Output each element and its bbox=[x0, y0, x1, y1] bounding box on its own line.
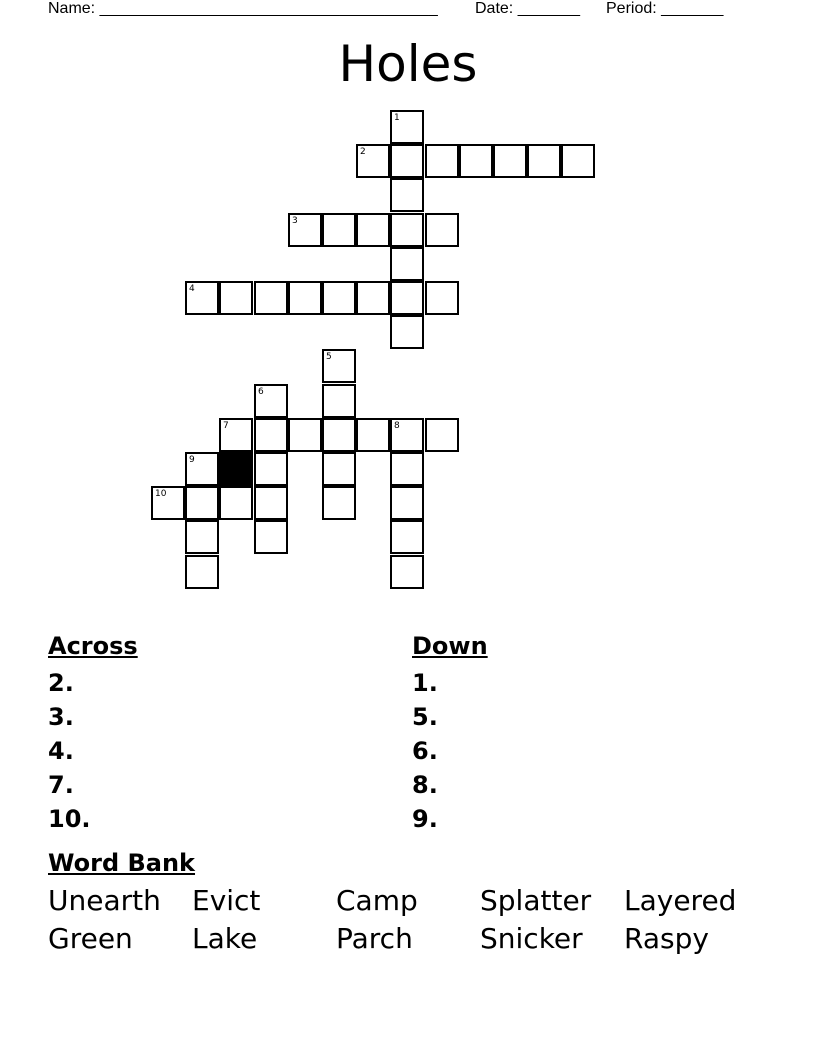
across-clue: 2. bbox=[48, 669, 74, 697]
clue-number: 8 bbox=[394, 421, 400, 431]
crossword-cell[interactable] bbox=[390, 213, 424, 247]
word-bank-item: Camp bbox=[336, 884, 418, 917]
across-clue: 10. bbox=[48, 805, 91, 833]
word-bank-item: Evict bbox=[192, 884, 261, 917]
clue-number: 7 bbox=[223, 421, 229, 431]
crossword-cell[interactable] bbox=[390, 247, 424, 281]
clue-number: 4 bbox=[189, 284, 195, 294]
crossword-cell[interactable] bbox=[390, 418, 424, 452]
crossword-cell[interactable] bbox=[322, 418, 356, 452]
crossword-cell[interactable] bbox=[219, 418, 253, 452]
clue-number: 3 bbox=[292, 216, 298, 226]
crossword-cell[interactable] bbox=[356, 281, 390, 315]
crossword-cell[interactable] bbox=[390, 486, 424, 520]
crossword-cell[interactable] bbox=[390, 452, 424, 486]
crossword-cell[interactable] bbox=[390, 178, 424, 212]
crossword-cell[interactable] bbox=[322, 452, 356, 486]
crossword-cell[interactable] bbox=[561, 144, 595, 178]
crossword-cell[interactable] bbox=[322, 281, 356, 315]
crossword-cell[interactable] bbox=[254, 418, 288, 452]
crossword-cell[interactable] bbox=[425, 418, 459, 452]
crossword-cell[interactable] bbox=[425, 281, 459, 315]
clue-number: 10 bbox=[155, 489, 167, 499]
crossword-cell[interactable] bbox=[185, 486, 219, 520]
crossword-cell[interactable] bbox=[254, 486, 288, 520]
crossword-cell[interactable] bbox=[185, 555, 219, 589]
crossword-cell[interactable] bbox=[219, 486, 253, 520]
crossword-cell[interactable] bbox=[288, 418, 322, 452]
word-bank-item: Raspy bbox=[624, 922, 709, 955]
crossword-cell[interactable] bbox=[356, 418, 390, 452]
word-bank bbox=[48, 882, 768, 958]
crossword-cell[interactable] bbox=[356, 213, 390, 247]
down-heading: Down bbox=[412, 632, 488, 660]
crossword-cell[interactable] bbox=[390, 281, 424, 315]
down-clue: 6. bbox=[412, 737, 438, 765]
crossword-cell[interactable] bbox=[425, 144, 459, 178]
down-clue: 1. bbox=[412, 669, 438, 697]
across-clue: 4. bbox=[48, 737, 74, 765]
crossword-cell[interactable] bbox=[390, 520, 424, 554]
across-heading: Across bbox=[48, 632, 138, 660]
word-bank-heading: Word Bank bbox=[48, 849, 196, 877]
crossword-cell[interactable] bbox=[185, 520, 219, 554]
down-clue: 5. bbox=[412, 703, 438, 731]
period-field-label: Period: _______ bbox=[606, 0, 724, 17]
down-clue: 9. bbox=[412, 805, 438, 833]
crossword-cell[interactable] bbox=[459, 144, 493, 178]
crossword-cell[interactable] bbox=[322, 486, 356, 520]
crossword-cell[interactable] bbox=[425, 213, 459, 247]
crossword-cell[interactable] bbox=[390, 315, 424, 349]
word-bank-item: Lake bbox=[192, 922, 258, 955]
word-bank-item: Layered bbox=[624, 884, 737, 917]
crossword-cell[interactable] bbox=[185, 452, 219, 486]
clue-number: 9 bbox=[189, 455, 195, 465]
crossword-cell[interactable] bbox=[356, 144, 390, 178]
clue-number: 2 bbox=[360, 147, 366, 157]
clue-number: 6 bbox=[258, 387, 264, 397]
crossword-cell[interactable] bbox=[254, 384, 288, 418]
across-clue: 7. bbox=[48, 771, 74, 799]
name-field-label: Name: ______________________________________ bbox=[48, 0, 438, 17]
word-bank-item: Splatter bbox=[480, 884, 592, 917]
crossword-cell[interactable] bbox=[254, 452, 288, 486]
crossword-cell[interactable] bbox=[390, 555, 424, 589]
crossword-cell[interactable] bbox=[185, 281, 219, 315]
crossword-block-cell bbox=[219, 452, 253, 486]
word-bank-item: Snicker bbox=[480, 922, 583, 955]
page-title: Holes bbox=[338, 35, 478, 93]
crossword-cell[interactable] bbox=[288, 213, 322, 247]
crossword-cell[interactable] bbox=[254, 281, 288, 315]
clue-number: 1 bbox=[394, 113, 400, 123]
crossword-cell[interactable] bbox=[322, 384, 356, 418]
crossword-cell[interactable] bbox=[151, 486, 185, 520]
crossword-cell[interactable] bbox=[322, 349, 356, 383]
crossword-cell[interactable] bbox=[390, 144, 424, 178]
crossword-cell[interactable] bbox=[527, 144, 561, 178]
crossword-cell[interactable] bbox=[219, 281, 253, 315]
word-bank-item: Green bbox=[48, 922, 133, 955]
word-bank-item: Parch bbox=[336, 922, 413, 955]
clue-number: 5 bbox=[326, 352, 332, 362]
crossword-cell[interactable] bbox=[493, 144, 527, 178]
across-clue: 3. bbox=[48, 703, 74, 731]
down-clue-list bbox=[412, 666, 438, 836]
word-bank-item: Unearth bbox=[48, 884, 161, 917]
crossword-cell[interactable] bbox=[390, 110, 424, 144]
across-clue-list bbox=[48, 666, 91, 836]
down-clue: 8. bbox=[412, 771, 438, 799]
crossword-cell[interactable] bbox=[254, 520, 288, 554]
crossword-cell[interactable] bbox=[322, 213, 356, 247]
crossword-cell[interactable] bbox=[288, 281, 322, 315]
date-field-label: Date: _______ bbox=[475, 0, 580, 17]
